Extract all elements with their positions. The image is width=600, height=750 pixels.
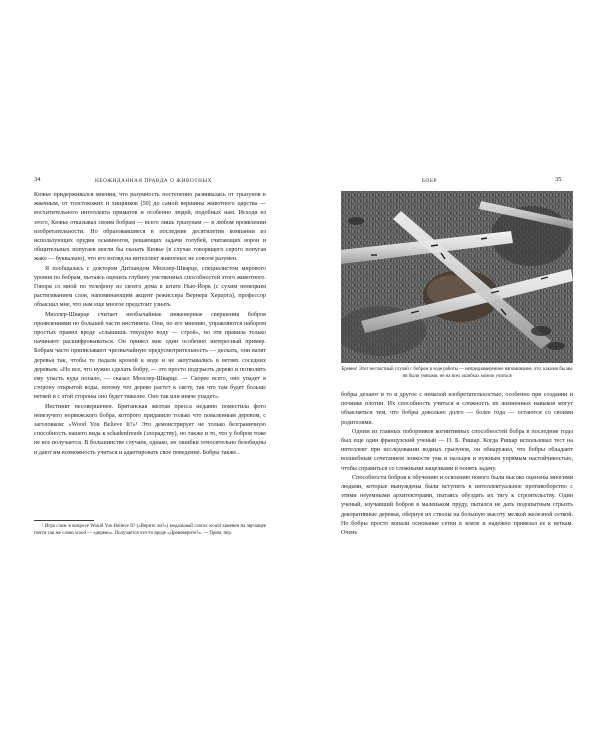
footnote [34,523,266,537]
paragraph: Кювье придерживался мнения, что разумность постепенно развивалась от грызунов к жвачным, от толстокожих и хищников [50] до самой вершины животного царства — восхитительного интеллекта приматов и особенно людей, подобных нам. Исходя из этого, Кювье отказывал своим бобрам — всего лишь грызунам — в любом проявлении изобретательности. Но образовавшиеся в последние десятилетия компании из использующих орудия осьминогов, решающих задачи голубей, считающих ворон и общительных попугаев могли бы сказать Кювье (в случае говорящего серого попугая жако — буквально), что его взгляд на интеллект животных не совсем разумен. [34,192,266,263]
paragraph: Инстинкт несовершенен. Британская желтая пресса недавно поместила фото невезучего норвежского бобра, которого придавило только что поваленным деревом, с заголовком: «Wood You Believe It?»¹ Это демонстрирует не только безграничную способность нашего вида к schadenfreude (злорадству), но также и то, что у бобров тоже не все получается. В большинстве случаев, однако, их ошибки относительно безобидны и дают им возможность учиться и адаптировать свое поведение. Бобры также... [34,403,266,456]
paragraph: Одним из главных поборников когнитивных способностей бобра в последние годы был еще один французский ученый — П. Б. Ришар. Когда Ришар использовал тест на интеллект при исследовании водных грызунов, он обнаружил, что бобры обладают волшебным сочетанием ловкости ума и пальцев и нужным упрямым настойчивостью, чтобы справиться со сложными защелками и понять задачу. [341,428,573,472]
page-number-left: 34 [34,176,41,183]
running-head-left: НЕОЖИДАННАЯ ПРАВДА О ЖИВОТНЫХ [95,178,212,184]
paragraph: Мюллер-Шварце считает необычайные инженерные свершения бобров проявлениями по большей части инстинкта. Они, по его мнению, управляются набором простых правил вроде «слышишь текущую воду — строй», но эти правила только начинают расшифровываться. Он привел мне один особенно интересный пример. Бобрам часто приписывают чрезвычайную предусмотрительность — дескать, они валят деревья так, чтобы те падали кроной к воде и не запутывались в ветвях соседних деревьев. «Но все, что нужно сделать бобру, — это просто подгрызть дерево и позволить ему упасть куда попало, — сказал Мюллер-Шварце. — Скорее всего, оно упадет в сторону открытой воды, потому что дерево растет к свету, так что там будет больше ветвей и с этой стороны оно будет тяжелее. Оно так или иначе упадет». [34,311,266,401]
footnote-text: ¹ Игра слов: в вопросе Would You Believe It? («Верите ли?») модальный глагол would заменен на звучащее почти так же слово wood — «дерево». Получается что-то вроде «Древоверите?». — Прим. пер. [34,524,266,537]
beaver-under-tree-photo [341,191,573,363]
paragraph: Я пообщалась с доктором Дитландом Мюллер-Шварце, специалистом мирового уровня по бобрам, пытаясь оценить глубину умственных способностей этого животного. Говоря со мной по телефону из своего дома в штате Нью-Йорк (с сухим немецким растягиванием слов, напоминающим акцент режиссера Вернера Херцога), профессор объяснил мне, что нам еще многое предстоит узнать. [34,265,266,309]
page-number-right: 35 [555,176,562,183]
photo-caption: Бревно! Этот несчастный случай с бобром в ходе работы — непреднамеренное напоминание, что, какими бы мы ни были умными, не на всех ошибках можно учиться [341,367,573,379]
paragraph: Способности бобров к обучению и освоению нового были высоко оценены многими людьми, которые вынуждены были вступить в интеллектуальное противоборство с этими неуемными архитекторами, пытаясь обуздать их тягу к строительству. Один ученый, изучавший бобров в маленьком пруду, пытался не дать подопытным сгрызть декоративные деревья, обернув их стволы на большую высоту мелкой железной сеткой. Но бобры просто копали основание сетки в земле и надежно привязал ее к веткам. Очень [341,474,573,537]
right-body-text [341,391,573,538]
right-page [300,0,600,750]
footnote-divider [34,520,94,521]
left-body-text [34,191,266,458]
paragraph: бобры делают и то и другое с немалой изобретательностью, особенно при создании и починке плотин. Их способность учиться и сложность их жизненных навыков могут объясняться тем, что бобры довольно долго — более года — остаются со своими родителями. [341,392,573,426]
running-head-right: БОБР [422,178,437,184]
